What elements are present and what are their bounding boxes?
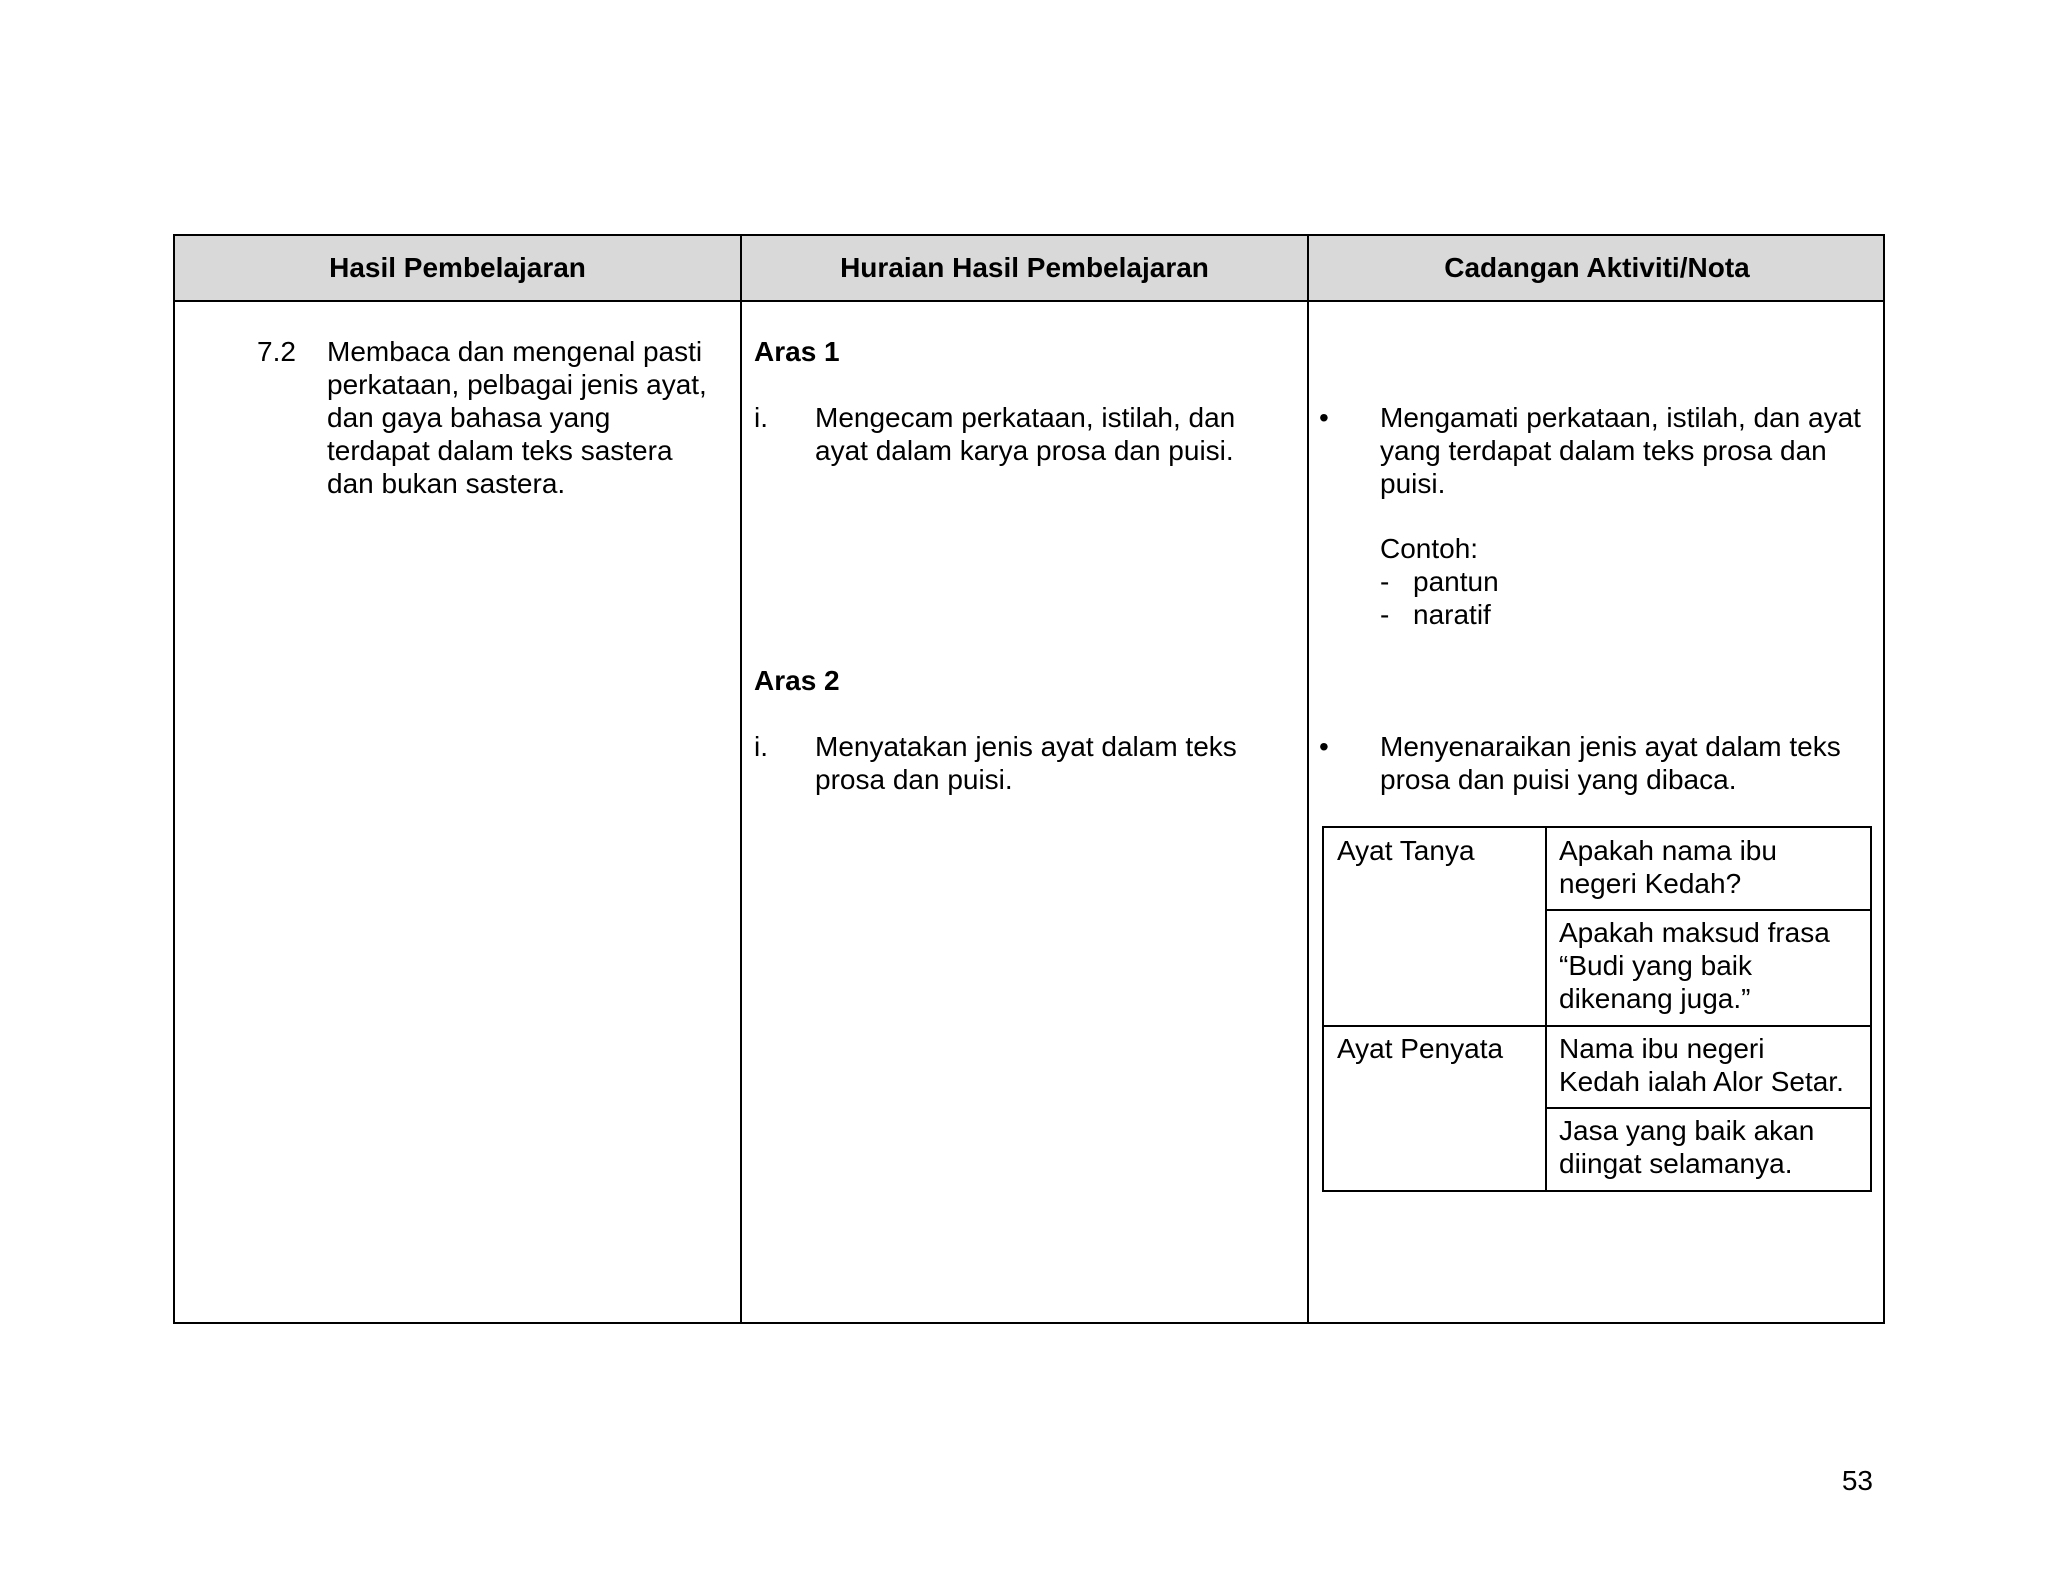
sentence-example bbox=[1559, 1114, 1814, 1180]
example-line: Nama ibu negeri bbox=[1559, 1033, 1765, 1064]
level-1-marker: i. bbox=[754, 402, 768, 433]
activity-2-text bbox=[1380, 730, 1841, 796]
example-line: Jasa yang baik akan bbox=[1559, 1115, 1815, 1146]
sentence-example bbox=[1559, 1032, 1844, 1098]
level-2-marker: i. bbox=[754, 731, 768, 762]
level-2-text bbox=[815, 730, 1237, 796]
example-label: Contoh: bbox=[1380, 533, 1479, 564]
activity-line: Mengamati perkataan, istilah, dan ayat bbox=[1380, 402, 1861, 433]
example-line: “Budi yang baik bbox=[1559, 950, 1753, 981]
bullet-icon: • bbox=[1319, 731, 1329, 762]
level-2-title: Aras 2 bbox=[754, 665, 840, 696]
example-dash-icon: - bbox=[1380, 599, 1390, 630]
example-dash-icon: - bbox=[1380, 566, 1390, 597]
column-divider bbox=[1307, 236, 1309, 1322]
inner-row-divider bbox=[1545, 909, 1870, 911]
outcome-line: terdapat dalam teks sastera bbox=[327, 435, 673, 466]
level-1-title: Aras 1 bbox=[754, 336, 840, 367]
activity-line: yang terdapat dalam teks prosa dan bbox=[1380, 435, 1827, 466]
outcome-line: dan gaya bahasa yang bbox=[327, 402, 611, 433]
description-line: Menyatakan jenis ayat dalam teks bbox=[815, 731, 1237, 762]
table-header-row bbox=[175, 236, 1883, 302]
sentence-type-table bbox=[1322, 826, 1872, 1192]
outcome-line: dan bukan sastera. bbox=[327, 468, 566, 499]
sentence-example bbox=[1559, 916, 1830, 1015]
header-activity-notes: Cadangan Aktiviti/Nota bbox=[1444, 252, 1750, 283]
sentence-example bbox=[1559, 834, 1777, 900]
example-line: negeri Kedah? bbox=[1559, 868, 1742, 899]
example-line: Kedah ialah Alor Setar. bbox=[1559, 1066, 1844, 1097]
activity-line: Menyenaraikan jenis ayat dalam teks bbox=[1380, 731, 1841, 762]
outcome-text bbox=[327, 335, 707, 500]
activity-line: puisi. bbox=[1380, 468, 1446, 499]
example-line: Apakah nama ibu bbox=[1559, 835, 1777, 866]
example-item: naratif bbox=[1413, 599, 1491, 630]
outcome-line: Membaca dan mengenal pasti bbox=[327, 336, 703, 367]
inner-row-divider bbox=[1545, 1107, 1870, 1109]
description-line: ayat dalam karya prosa dan puisi. bbox=[815, 435, 1234, 466]
example-line: Apakah maksud frasa bbox=[1559, 917, 1830, 948]
outcome-line: perkataan, pelbagai jenis ayat, bbox=[327, 369, 707, 400]
description-line: prosa dan puisi. bbox=[815, 764, 1013, 795]
example-line: diingat selamanya. bbox=[1559, 1148, 1793, 1179]
header-outcome-description: Huraian Hasil Pembelajaran bbox=[840, 252, 1209, 283]
page-number: 53 bbox=[1841, 1465, 1873, 1496]
level-1-text bbox=[815, 401, 1235, 467]
header-learning-outcome: Hasil Pembelajaran bbox=[329, 252, 586, 283]
activity-1-text bbox=[1380, 401, 1861, 500]
inner-column-divider bbox=[1545, 828, 1547, 1190]
sentence-type-label: Ayat Penyata bbox=[1337, 1033, 1504, 1064]
example-item: pantun bbox=[1413, 566, 1499, 597]
bullet-icon: • bbox=[1319, 402, 1329, 433]
sentence-type-label: Ayat Tanya bbox=[1337, 835, 1475, 866]
inner-row-divider bbox=[1324, 1025, 1870, 1027]
activity-line: prosa dan puisi yang dibaca. bbox=[1380, 764, 1737, 795]
description-line: Mengecam perkataan, istilah, dan bbox=[815, 402, 1236, 433]
example-line: dikenang juga.” bbox=[1559, 983, 1751, 1014]
outcome-number: 7.2 bbox=[257, 336, 296, 367]
column-divider bbox=[740, 236, 742, 1322]
